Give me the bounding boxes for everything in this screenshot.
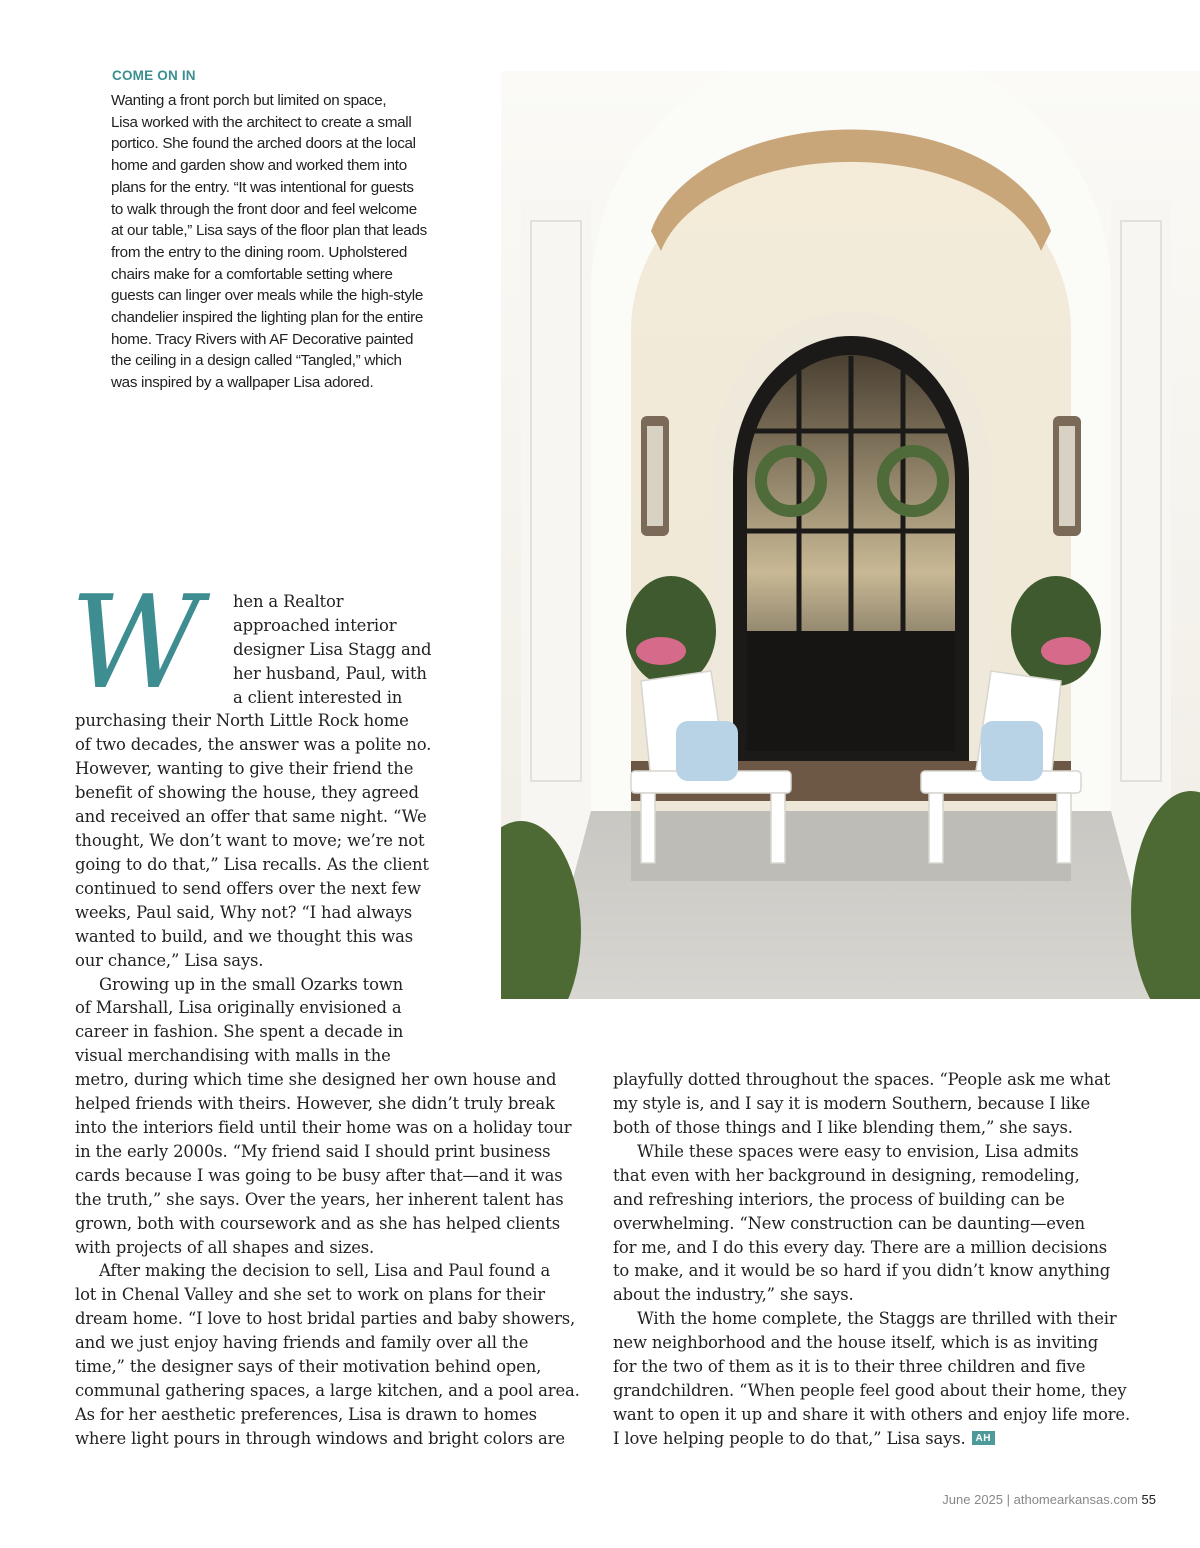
caption-line: to walk through the front door and feel welcome [111, 200, 417, 218]
article-line: hen a Realtor [233, 592, 344, 611]
article-line: With the home complete, the Staggs are thrilled with their [637, 1309, 1117, 1328]
caption-line: Lisa worked with the architect to create a small [111, 113, 412, 131]
caption-line: home. Tracy Rivers with AF Decorative painted [111, 330, 414, 348]
article-line: dream home. “I love to host bridal parties and baby showers, [75, 1309, 576, 1328]
caption-kicker: COME ON IN [112, 68, 196, 83]
caption-line: home and garden show and worked them into [111, 157, 407, 175]
article-line: career in fashion. She spent a decade in [75, 1022, 404, 1041]
article-line: Growing up in the small Ozarks town [99, 975, 404, 994]
arched-entry-photo [501, 71, 1200, 999]
article-line: and received an offer that same night. “We [75, 807, 427, 826]
end-badge: AH [972, 1431, 995, 1445]
article-line: for me, and I do this every day. There are a million decisions [613, 1238, 1108, 1257]
article-line: metro, during which time she designed her own house and [75, 1070, 557, 1089]
article-line: While these spaces were easy to envision, Lisa admits [637, 1142, 1079, 1161]
page-number: 55 [1141, 1492, 1156, 1507]
article-line: about the industry,” she says. [613, 1285, 854, 1304]
caption-line: the ceiling in a design called “Tangled,” which [111, 352, 402, 370]
article-line: lot in Chenal Valley and she set to work on plans for their [75, 1285, 545, 1304]
article-line: visual merchandising with malls in the [75, 1046, 391, 1065]
article-line: into the interiors field until their home was on a holiday tour [75, 1118, 572, 1137]
caption-line: chandelier inspired the lighting plan for the entire [111, 309, 423, 327]
caption-line: guests can linger over meals while the high-style [111, 287, 423, 305]
article-line: communal gathering spaces, a large kitchen, and a pool area. [75, 1381, 580, 1400]
article-line: where light pours in through windows and bright colors are [75, 1429, 565, 1448]
page-footer [942, 1492, 1156, 1507]
article-line: After making the decision to sell, Lisa and Paul found a [99, 1261, 551, 1280]
article-line: the truth,” she says. Over the years, her inherent talent has [75, 1190, 564, 1209]
article-line: cards because I was going to be busy after that—and it was [75, 1166, 563, 1185]
article-line: overwhelming. “New construction can be daunting—even [613, 1214, 1085, 1233]
article-line: and we just enjoy having friends and family over all the [75, 1333, 529, 1352]
article-line: our chance,” Lisa says. [75, 951, 264, 970]
caption-line: was inspired by a wallpaper Lisa adored. [111, 374, 374, 392]
caption-line: at our table,” Lisa says of the floor plan that leads [111, 222, 427, 240]
caption-line: portico. She found the arched doors at the local [111, 135, 416, 153]
article-line: that even with her background in designing, remodeling, [613, 1166, 1080, 1185]
article-line: to make, and it would be so hard if you didn’t know anything [613, 1261, 1111, 1280]
article-line: helped friends with theirs. However, she didn’t truly break [75, 1094, 555, 1113]
article-line: with projects of all shapes and sizes. [75, 1238, 375, 1257]
caption-line: from the entry to the dining room. Upholstered [111, 243, 408, 261]
article-line: wanted to build, and we thought this was [75, 927, 414, 946]
article-line: and refreshing interiors, the process of building can be [613, 1190, 1065, 1209]
article-line: weeks, Paul said, Why not? “I had always [75, 903, 413, 922]
article-line: grown, both with coursework and as she has helped clients [75, 1214, 560, 1233]
article-line: benefit of showing the house, they agreed [75, 783, 419, 802]
article-line: playfully dotted throughout the spaces. “People ask me what [613, 1070, 1111, 1089]
article-line: As for her aesthetic preferences, Lisa is drawn to homes [75, 1405, 537, 1424]
article-line: I love helping people to do that,” Lisa says. [613, 1429, 966, 1448]
drop-cap: W [70, 569, 202, 718]
article-line: continued to send offers over the next few [75, 879, 421, 898]
article-line: thought, We don’t want to move; we’re not [75, 831, 425, 850]
article-line: going to do that,” Lisa recalls. As the client [75, 855, 429, 874]
article-line: approached interior [233, 616, 397, 635]
caption-body [111, 90, 471, 394]
article-line: a client interested in [233, 688, 403, 707]
article-line: in the early 2000s. “My friend said I should print business [75, 1142, 551, 1161]
article-line: designer Lisa Stagg and [233, 640, 432, 659]
article-line: of Marshall, Lisa originally envisioned a [75, 998, 402, 1017]
caption-line: Wanting a front porch but limited on space, [111, 92, 387, 109]
article-line: time,” the designer says of their motivation behind open, [75, 1357, 542, 1376]
footer-issue: June 2025 | athomearkansas.com [942, 1492, 1138, 1507]
article-line: new neighborhood and the house itself, which is as inviting [613, 1333, 1099, 1352]
article-line: purchasing their North Little Rock home [75, 711, 409, 730]
article-line: both of those things and I like blending them,” she says. [613, 1118, 1073, 1137]
article-line: want to open it up and share it with others and enjoy life more. [613, 1405, 1131, 1424]
article-line: my style is, and I say it is modern Southern, because I like [613, 1094, 1091, 1113]
caption-line: chairs make for a comfortable setting where [111, 265, 393, 283]
article-line: for the two of them as it is to their three children and five [613, 1357, 1086, 1376]
article-line: However, wanting to give their friend the [75, 759, 414, 778]
article-line: her husband, Paul, with [233, 664, 427, 683]
caption-line: plans for the entry. “It was intentional for guests [111, 178, 414, 196]
article-line: grandchildren. “When people feel good about their home, they [613, 1381, 1127, 1400]
article-line: of two decades, the answer was a polite no. [75, 735, 432, 754]
article-line-final [613, 1429, 995, 1448]
